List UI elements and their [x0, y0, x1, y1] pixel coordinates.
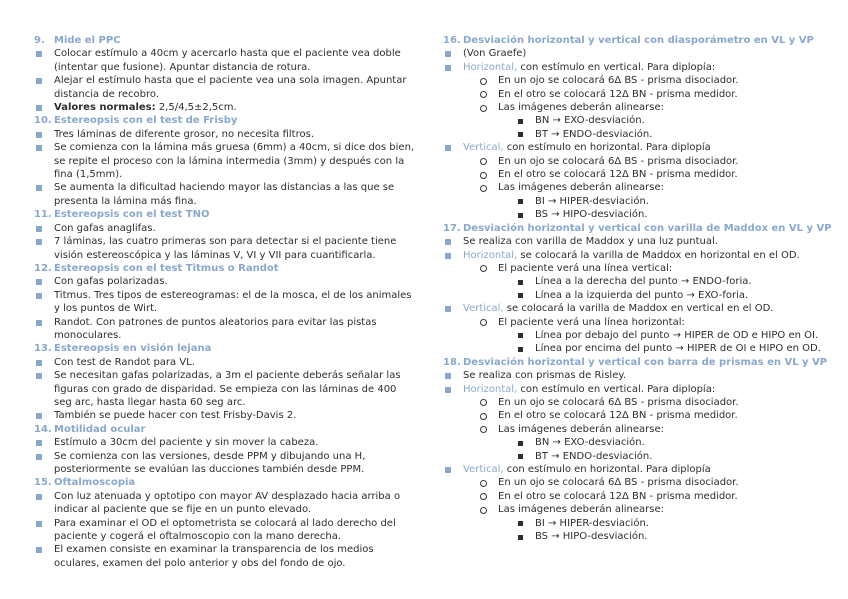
- text-continuation: [34, 249, 408, 262]
- bold-label: Valores normales:: [54, 102, 156, 114]
- item-text: BT → ENDO-desviación.: [535, 128, 653, 140]
- section-number: 10.: [34, 115, 52, 127]
- item-text: con estímulo en vertical. Para diplopía:: [517, 61, 716, 73]
- text-continuation: [34, 396, 408, 409]
- square-bullet-icon: [36, 105, 42, 111]
- item-text: Línea a la derecha del punto → ENDO-foria.: [535, 276, 752, 288]
- item-text: paciente y cogerá el oftalmoscopio con la mano derecha.: [54, 531, 342, 543]
- accent-label: Horizontal,: [463, 61, 518, 73]
- item-text: Las imágenes deberán alinearse:: [498, 182, 665, 194]
- list-item: [443, 141, 823, 154]
- text-continuation: [34, 383, 408, 396]
- item-text: Se comienza con las versiones, desde PPM y dibujando una H,: [54, 450, 366, 462]
- square-bullet-icon: [36, 454, 42, 460]
- item-text: Se realiza con varilla de Maddox y una luz puntual.: [463, 236, 718, 248]
- square-bullet-icon: [445, 306, 451, 312]
- text-continuation: [34, 88, 408, 101]
- small-square-bullet-icon: [518, 521, 523, 526]
- square-bullet-icon: [445, 51, 451, 57]
- item-text: Estímulo a 30cm del paciente y sin mover la cabeza.: [54, 437, 319, 449]
- square-bullet-icon: [36, 78, 42, 84]
- square-bullet-icon: [36, 279, 42, 285]
- item-text: Línea a la izquierda del punto → EXO-foria.: [535, 289, 749, 301]
- text-continuation: [34, 530, 408, 543]
- list-item: [34, 436, 408, 449]
- list-item: [443, 396, 823, 409]
- list-item: [443, 61, 823, 74]
- square-bullet-icon: [445, 467, 451, 473]
- item-text: BN → EXO-desviación.: [535, 115, 645, 127]
- section-number: 13.: [34, 343, 52, 355]
- circle-bullet-icon: [480, 507, 487, 514]
- square-bullet-icon: [36, 226, 42, 232]
- item-text: En el otro se colocará 12Δ BN - prisma medidor.: [498, 410, 738, 422]
- square-bullet-icon: [36, 132, 42, 138]
- section-heading: [34, 342, 408, 355]
- list-item: [443, 423, 823, 436]
- section-title: Estereopsis con el test TNO: [54, 209, 210, 221]
- right-column: [443, 34, 832, 543]
- text-continuation: [34, 503, 408, 516]
- list-item: [34, 47, 408, 60]
- list-item: [443, 208, 823, 221]
- list-item: [443, 490, 823, 503]
- square-bullet-icon: [445, 65, 451, 71]
- item-text: En el otro se colocará 12Δ BN - prisma medidor.: [498, 88, 738, 100]
- item-text: visión estereoscópica y las láminas V, VI y VII para cuantificarla.: [54, 249, 376, 261]
- small-square-bullet-icon: [518, 347, 523, 352]
- list-item: [34, 289, 412, 302]
- list-item: [443, 249, 823, 262]
- item-text: Randot. Con patrones de puntos aleatorios para evitar las pistas: [54, 316, 377, 328]
- item-text: El paciente verá una línea horizontal:: [498, 316, 685, 328]
- list-item: [443, 342, 823, 355]
- section-number: 12.: [34, 262, 52, 274]
- item-text: En un ojo se colocará 6Δ BS - prisma disociador.: [498, 477, 739, 489]
- accent-label: Vertical,: [463, 464, 504, 475]
- section-title: Estereopsis con el test Titmus o Randot: [54, 262, 279, 274]
- square-bullet-icon: [36, 494, 42, 500]
- item-text: En un ojo se colocará 6Δ BS - prisma disociador.: [498, 155, 739, 167]
- item-text: oculares, examen del polo anterior y obs del fondo de ojo.: [54, 557, 346, 569]
- list-item: [443, 181, 823, 194]
- section-heading: [443, 356, 828, 369]
- circle-bullet-icon: [480, 78, 487, 85]
- section-number: 15.: [34, 477, 52, 489]
- list-item: [443, 302, 823, 315]
- item-text: Las imágenes deberán alinearse:: [498, 504, 665, 516]
- circle-bullet-icon: [480, 399, 487, 406]
- square-bullet-icon: [36, 547, 42, 553]
- section-heading: [34, 34, 408, 47]
- circle-bullet-icon: [480, 91, 487, 98]
- section-heading: [34, 476, 408, 489]
- list-item: [443, 369, 823, 382]
- section-title: Oftalmoscopia: [54, 477, 136, 489]
- small-square-bullet-icon: [518, 213, 523, 218]
- item-text: se repite el proceso con la lámina intermedia (3mm) y después con la: [54, 155, 405, 167]
- small-square-bullet-icon: [518, 280, 523, 285]
- item-text: El paciente verá una línea vertical:: [498, 262, 673, 274]
- item-text: figuras con grado de disparidad. Se empieza con las láminas de 400: [54, 383, 397, 395]
- list-item: [34, 517, 408, 530]
- section-title: Desviación horizontal y vertical con diasporámetro en VL y VP: [463, 35, 814, 46]
- square-bullet-icon: [36, 51, 42, 57]
- square-bullet-icon: [36, 413, 42, 419]
- item-text: En el otro se colocará 12Δ BN - prisma medidor.: [498, 169, 738, 181]
- list-item: [443, 74, 823, 87]
- square-bullet-icon: [36, 360, 42, 366]
- circle-bullet-icon: [480, 426, 487, 433]
- list-item: [34, 222, 408, 235]
- item-text: Alejar el estímulo hasta que el paciente vea una sola imagen. Apuntar: [54, 75, 407, 87]
- accent-label: Horizontal,: [463, 249, 518, 261]
- small-square-bullet-icon: [518, 535, 523, 540]
- item-text: monoculares.: [54, 329, 122, 341]
- section-heading: [34, 114, 408, 127]
- item-text: BI → HIPER-desviación.: [535, 517, 649, 529]
- list-item: [443, 47, 823, 60]
- item-text: y los puntos de Wirt.: [54, 303, 158, 315]
- section-title: Estereopsis en visión lejana: [54, 343, 212, 355]
- square-bullet-icon: [36, 320, 42, 326]
- item-text: Las imágenes deberán alinearse:: [498, 423, 665, 435]
- left-column: [34, 34, 415, 570]
- section-heading: [443, 222, 832, 235]
- item-text: (intentar que fusione). Apuntar distancia de rotura.: [54, 61, 311, 73]
- item-text: Tres láminas de diferente grosor, no necesita filtros.: [54, 128, 315, 140]
- list-item: [34, 409, 408, 422]
- list-item: [443, 476, 823, 489]
- text-continuation: [34, 302, 408, 315]
- item-text: Con test de Randot para VL.: [54, 356, 195, 368]
- item-text: Con luz atenuada y optotipo con mayor AV desplazado hacia arriba o: [54, 490, 401, 502]
- list-item: [443, 450, 823, 463]
- square-bullet-icon: [445, 387, 451, 393]
- circle-bullet-icon: [480, 185, 487, 192]
- list-item: [34, 543, 408, 556]
- text-continuation: [34, 463, 408, 476]
- list-item: [443, 235, 823, 248]
- item-text: presenta la lámina más fina.: [54, 195, 197, 207]
- item-text: Para examinar el OD el optometrista se colocará al lado derecho del: [54, 517, 396, 529]
- item-text: Línea por encima del punto → HIPER de OI e HIPO en OD.: [535, 343, 821, 355]
- list-item: [443, 503, 823, 516]
- list-item: [443, 517, 823, 530]
- section-title: Desviación horizontal y vertical con varilla de Maddox en VL y VP: [463, 222, 832, 234]
- list-item: [443, 275, 823, 288]
- item-text: BS → HIPO-desviación.: [535, 531, 648, 543]
- list-item: [443, 195, 823, 208]
- item-text: Colocar estímulo a 40cm y acercarlo hasta que el paciente vea doble: [54, 48, 401, 60]
- list-item: [443, 114, 823, 127]
- section-number: 14.: [34, 423, 52, 435]
- item-text: seg arc, hasta llegar hasta 60 seg arc.: [54, 396, 246, 408]
- item-text: posteriormente se evalúan las ducciones también desde PPM.: [54, 464, 365, 475]
- item-text: 2,5/4,5±2,5cm.: [155, 102, 237, 114]
- item-text: Se necesitan gafas polarizadas, a 3m el paciente deberás señalar las: [54, 370, 401, 382]
- list-item: [34, 490, 408, 503]
- list-item: [34, 181, 408, 194]
- item-text: con estímulo en vertical. Para diplopía:: [517, 383, 716, 395]
- section-title: Motilidad ocular: [54, 423, 146, 435]
- item-text: Con gafas polarizadas.: [54, 276, 168, 288]
- square-bullet-icon: [36, 293, 42, 299]
- item-text: Titmus. Tres tipos de estereogramas: el de la mosca, el de los animales: [54, 289, 412, 301]
- square-bullet-icon: [36, 440, 42, 446]
- item-text: distancia de recobro.: [54, 88, 160, 100]
- section-number: 16.: [443, 35, 461, 46]
- square-bullet-icon: [36, 185, 42, 191]
- square-bullet-icon: [36, 521, 42, 527]
- item-text: En un ojo se colocará 6Δ BS - prisma disociador.: [498, 75, 739, 87]
- list-item: [443, 409, 823, 422]
- section-number: 11.: [34, 209, 52, 221]
- list-item: [443, 101, 823, 114]
- item-text: Las imágenes deberán alinearse:: [498, 102, 665, 114]
- list-item: [34, 316, 408, 329]
- item-text: BT → ENDO-desviación.: [535, 450, 653, 462]
- item-text: BI → HIPER-desviación.: [535, 195, 649, 207]
- small-square-bullet-icon: [518, 119, 523, 124]
- item-text: con estímulo en horizontal. Para diplopía: [503, 142, 711, 154]
- list-item: [34, 369, 408, 382]
- list-item: [443, 289, 823, 302]
- small-square-bullet-icon: [518, 454, 523, 459]
- list-item: [34, 101, 408, 114]
- item-text: Se realiza con prismas de Risley.: [463, 370, 627, 382]
- section-title: Mide el PPC: [54, 35, 121, 46]
- item-text: En un ojo se colocará 6Δ BS - prisma disociador.: [498, 396, 739, 408]
- list-item: [34, 128, 408, 141]
- section-title: Estereopsis con el test de Frisby: [54, 115, 238, 127]
- item-text: El examen consiste en examinar la transparencia de los medios: [54, 544, 374, 556]
- circle-bullet-icon: [480, 319, 487, 326]
- accent-label: Horizontal,: [463, 383, 518, 395]
- item-text: se colocará la varilla de Maddox en vertical en el OD.: [503, 303, 774, 315]
- accent-label: Vertical,: [463, 303, 504, 315]
- list-item: [443, 168, 823, 181]
- circle-bullet-icon: [480, 480, 487, 487]
- list-item: [34, 356, 408, 369]
- small-square-bullet-icon: [518, 441, 523, 446]
- list-item: [443, 155, 823, 168]
- item-text: indicar al paciente que se fije en un punto elevado.: [54, 504, 312, 516]
- square-bullet-icon: [36, 145, 42, 151]
- circle-bullet-icon: [480, 105, 487, 112]
- item-text: BN → EXO-desviación.: [535, 437, 645, 449]
- list-item: [443, 329, 823, 342]
- text-continuation: [34, 557, 408, 570]
- section-heading: [443, 34, 823, 47]
- small-square-bullet-icon: [518, 333, 523, 338]
- item-text: Se comienza con la lámina más gruesa (6mm) a 40cm, si dice dos bien,: [54, 142, 415, 154]
- item-text: fina (1,5mm).: [54, 169, 123, 181]
- circle-bullet-icon: [480, 413, 487, 420]
- text-continuation: [34, 195, 408, 208]
- item-text: También se puede hacer con test Frisby-Davis 2.: [54, 410, 297, 422]
- section-number: 9.: [34, 35, 45, 46]
- item-text: BS → HIPO-desviación.: [535, 209, 648, 221]
- list-item: [443, 128, 823, 141]
- item-text: con estímulo en horizontal. Para diplopía: [503, 464, 711, 475]
- accent-label: Vertical,: [463, 142, 504, 154]
- list-item: [443, 463, 823, 476]
- item-text: En el otro se colocará 12Δ BN - prisma medidor.: [498, 490, 738, 502]
- section-number: 18.: [443, 356, 461, 368]
- list-item: [443, 530, 823, 543]
- item-text: (Von Graefe): [463, 48, 527, 60]
- circle-bullet-icon: [480, 172, 487, 179]
- small-square-bullet-icon: [518, 293, 523, 298]
- list-item: [34, 275, 408, 288]
- circle-bullet-icon: [480, 158, 487, 165]
- item-text: 7 láminas, las cuatro primeras son para detectar si el paciente tiene: [54, 236, 397, 248]
- list-item: [443, 383, 823, 396]
- small-square-bullet-icon: [518, 132, 523, 137]
- square-bullet-icon: [36, 239, 42, 245]
- list-item: [34, 74, 408, 87]
- list-item: [34, 141, 415, 154]
- list-item: [443, 316, 823, 329]
- list-item: [443, 436, 823, 449]
- item-text: se colocará la varilla de Maddox en horizontal en el OD.: [517, 249, 800, 261]
- item-text: Se aumenta la dificultad haciendo mayor las distancias a las que se: [54, 182, 395, 194]
- section-heading: [34, 208, 408, 221]
- square-bullet-icon: [36, 373, 42, 379]
- square-bullet-icon: [445, 145, 451, 151]
- section-number: 17.: [443, 222, 461, 234]
- section-title: Desviación horizontal y vertical con barra de prismas en VL y VP: [463, 356, 828, 368]
- circle-bullet-icon: [480, 265, 487, 272]
- section-heading: [34, 423, 408, 436]
- text-continuation: [34, 168, 408, 181]
- square-bullet-icon: [445, 253, 451, 259]
- section-heading: [34, 262, 408, 275]
- small-square-bullet-icon: [518, 199, 523, 204]
- list-item: [34, 235, 408, 248]
- square-bullet-icon: [445, 373, 451, 379]
- circle-bullet-icon: [480, 493, 487, 500]
- item-text: Con gafas anaglifas.: [54, 222, 156, 234]
- square-bullet-icon: [445, 239, 451, 245]
- list-item: [34, 450, 408, 463]
- text-continuation: [34, 61, 408, 74]
- list-item: [443, 88, 823, 101]
- list-item: [443, 262, 823, 275]
- text-continuation: [34, 155, 408, 168]
- item-text: Línea por debajo del punto → HIPER de OD e HIPO en OI.: [535, 329, 819, 341]
- text-continuation: [34, 329, 408, 342]
